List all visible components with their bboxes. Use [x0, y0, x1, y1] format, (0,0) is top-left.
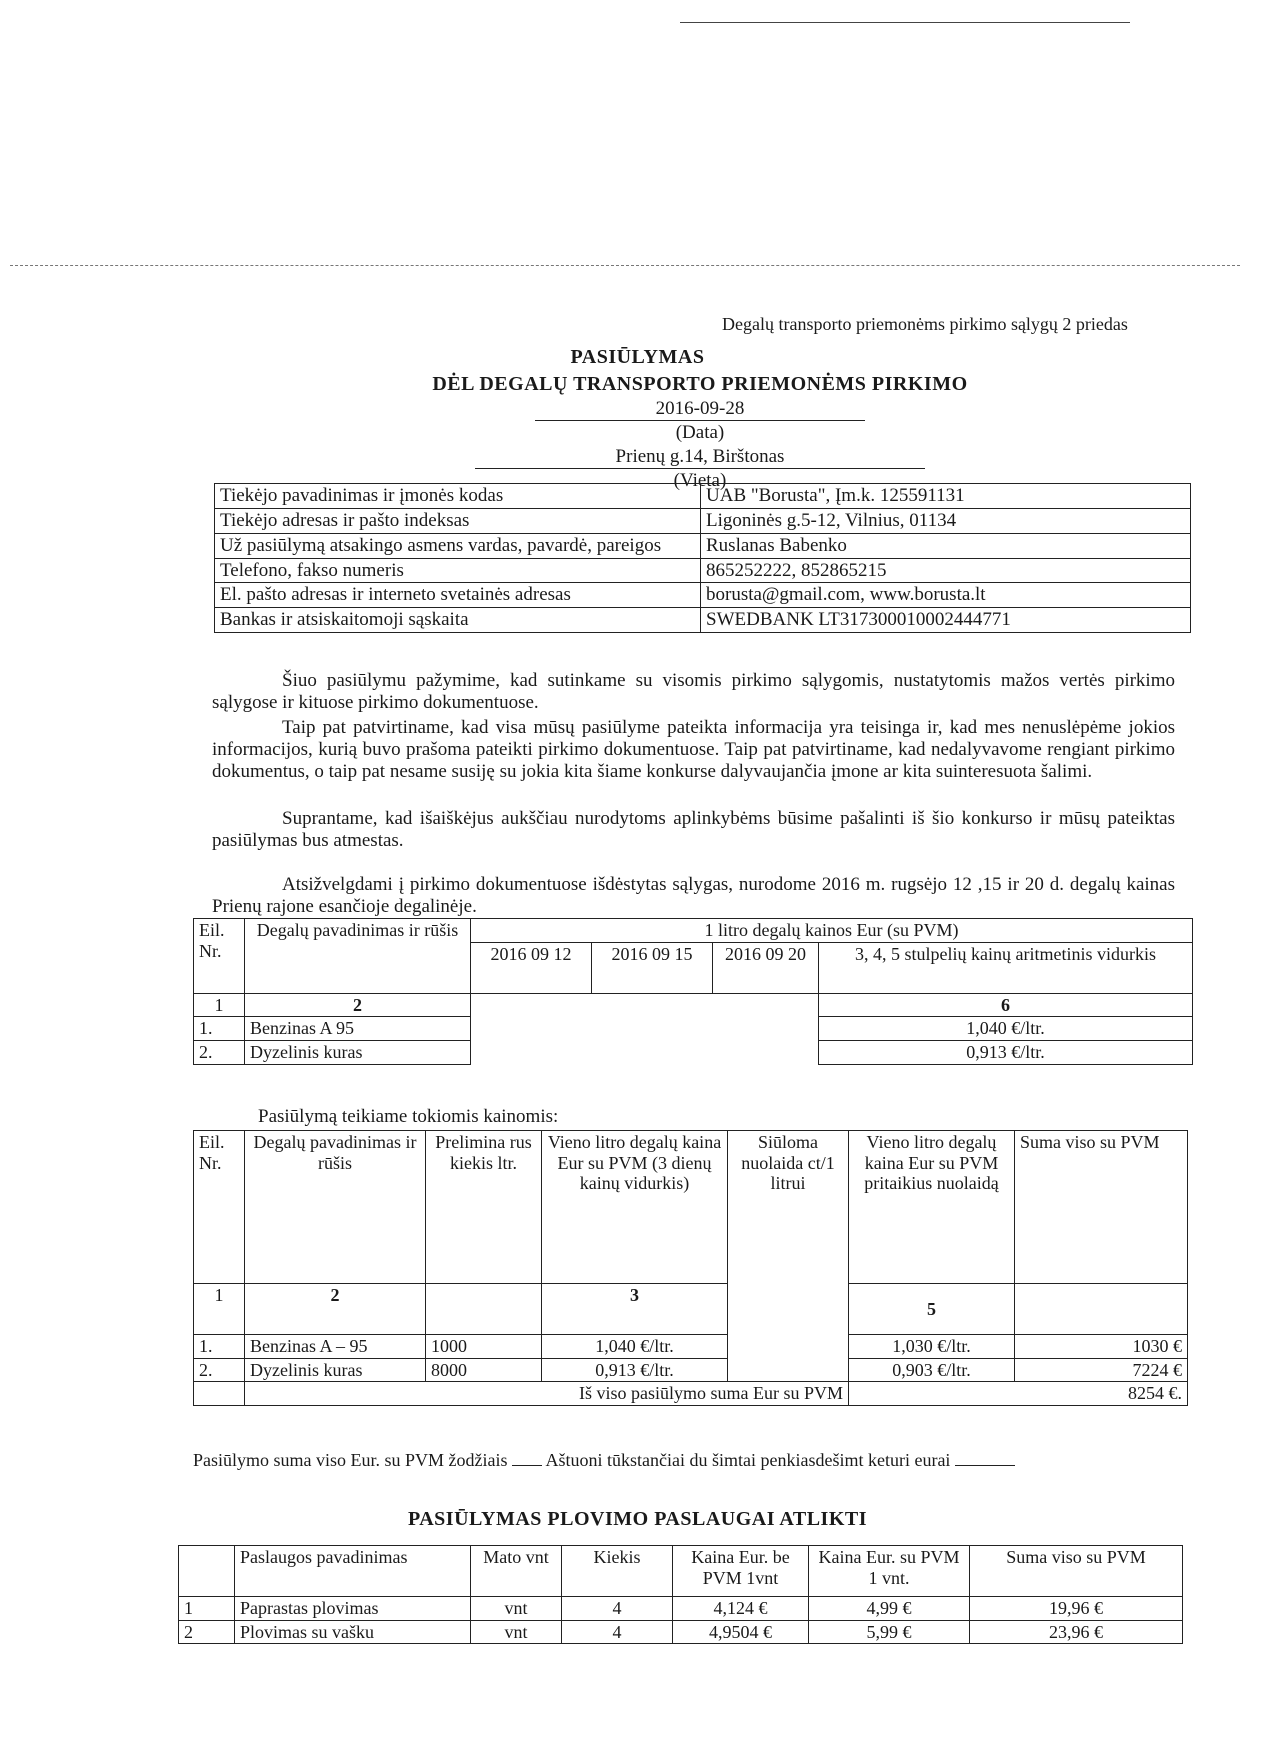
- row-qty: 8000: [426, 1358, 542, 1382]
- info-label: El. pašto adresas ir interneto svetainės adresas: [215, 583, 701, 608]
- row-nr: 1.: [194, 1335, 245, 1359]
- col-number-2: 2: [245, 1284, 426, 1335]
- place-label: (Vieta): [673, 470, 727, 491]
- header-price-no-vat: Kaina Eur. be PVM 1vnt: [673, 1546, 809, 1597]
- table-row: [179, 1597, 1183, 1621]
- row-price: 0,913 €/ltr.: [542, 1358, 728, 1382]
- wash-service-table: [178, 1545, 1183, 1644]
- annex-note: Degalų transporto priemonėms pirkimo sąlygų 2 priedas: [722, 314, 1128, 334]
- info-row: [215, 558, 1191, 583]
- info-label: Tiekėjo adresas ir pašto indeksas: [215, 508, 701, 533]
- info-row: [215, 508, 1191, 533]
- row-sum: 23,96 €: [970, 1620, 1183, 1644]
- total-label: Iš viso pasiūlymo suma Eur su PVM: [245, 1382, 849, 1406]
- row-average: 0,913 €/ltr.: [819, 1041, 1193, 1065]
- header-discount: Siūloma nuolaida ct/1 litrui: [728, 1131, 849, 1382]
- header-average: 3, 4, 5 stulpelių kainų aritmetinis vidurkis: [819, 942, 1193, 993]
- paragraph-understanding: [212, 808, 1175, 852]
- header-service-name: Paslaugos pavadinimas: [235, 1546, 471, 1597]
- row-unit: vnt: [471, 1620, 562, 1644]
- info-value: borusta@gmail.com, www.borusta.lt: [701, 583, 1191, 608]
- date-field: [535, 398, 865, 421]
- header-sum: Suma viso su PVM: [970, 1546, 1183, 1597]
- row-qty: 1000: [426, 1335, 542, 1359]
- paragraph-prices-intro: [212, 874, 1175, 918]
- table-row: [194, 1017, 1193, 1041]
- offer-price-table: [193, 1130, 1188, 1406]
- row-name: Plovimas su vašku: [235, 1620, 471, 1644]
- row-name: Paprastas plovimas: [235, 1597, 471, 1621]
- header-date-2: 2016 09 15: [592, 942, 713, 993]
- col-number-2: 2: [245, 993, 471, 1017]
- row-name: Benzinas A – 95: [245, 1335, 426, 1359]
- info-value: 865252222, 852865215: [701, 558, 1191, 583]
- date-label: (Data): [675, 422, 725, 443]
- info-label: Bankas ir atsiskaitomoji sąskaita: [215, 608, 701, 633]
- header-nr: Eil. Nr.: [194, 1131, 245, 1284]
- info-value: Ligoninės g.5-12, Vilnius, 01134: [701, 508, 1191, 533]
- row-sum: 1030 €: [1015, 1335, 1188, 1359]
- paragraph-text: Atsižvelgdami į pirkimo dokumentuose išdėstytas sąlygas, nurodome 2016 m. rugsėjo 12 ,15 ir 20 d. degalų kainas Prienų rajone esančioje degalinėje.: [212, 874, 1175, 917]
- row-price-vat: 4,99 €: [809, 1597, 970, 1621]
- total-value: 8254 €.: [849, 1382, 1188, 1406]
- page-title: PASIŪLYMAS: [570, 346, 705, 368]
- row-average: 1,040 €/ltr.: [819, 1017, 1193, 1041]
- paragraph-text: Šiuo pasiūlymu pažymime, kad sutinkame su visomis pirkimo sąlygomis, nustatytomis mažos vertės pirkimo sąlygose ir kituose pirkimo dokumentuose.: [212, 670, 1175, 713]
- row-name: Dyzelinis kuras: [245, 1358, 426, 1382]
- offer-intro: Pasiūlymą teikiame tokiomis kainomis:: [258, 1106, 559, 1127]
- info-value: SWEDBANK LT317300010002444771: [701, 608, 1191, 633]
- row-nr: 1.: [194, 1017, 245, 1041]
- supplier-info-table: [214, 483, 1191, 633]
- col-number-1: 1: [194, 993, 245, 1017]
- header-price-discounted: Vieno litro degalų kaina Eur su PVM pritaikius nuolaidą: [849, 1131, 1015, 1284]
- row-sum: 7224 €: [1015, 1358, 1188, 1382]
- header-sum: Suma viso su PVM: [1015, 1131, 1188, 1284]
- row-price: 1,040 €/ltr.: [542, 1335, 728, 1359]
- col-number-5: 5: [849, 1284, 1015, 1335]
- wash-section-title: PASIŪLYMAS PLOVIMO PASLAUGAI ATLIKTI: [408, 1508, 867, 1530]
- row-name: Dyzelinis kuras: [245, 1041, 471, 1065]
- row-unit: vnt: [471, 1597, 562, 1621]
- row-nr: 1: [179, 1597, 235, 1621]
- row-sum: 19,96 €: [970, 1597, 1183, 1621]
- header-nr: Eil. Nr.: [194, 919, 245, 994]
- header-qty: Kiekis: [562, 1546, 673, 1597]
- header-qty: Prelimina rus kiekis ltr.: [426, 1131, 542, 1284]
- header-group: 1 litro degalų kainos Eur (su PVM): [471, 919, 1193, 943]
- paragraph-agreement: [212, 670, 1175, 714]
- header-date-1: 2016 09 12: [471, 942, 592, 993]
- info-row: [215, 608, 1191, 633]
- header-date-3: 2016 09 20: [713, 942, 819, 993]
- fuel-price-table: [193, 918, 1193, 1065]
- col-number-3: 3: [542, 1284, 728, 1335]
- page-subtitle: DĖL DEGALŲ TRANSPORTO PRIEMONĖMS PIRKIMO: [432, 373, 968, 395]
- words-label: Pasiūlymo suma viso Eur. su PVM žodžiais: [193, 1450, 508, 1470]
- col-number-6: 6: [819, 993, 1193, 1017]
- paragraph-confirmation: [212, 717, 1175, 783]
- scan-top-line: [680, 22, 1130, 23]
- table-row: [179, 1620, 1183, 1644]
- info-value: UAB "Borusta", Įm.k. 125591131: [701, 484, 1191, 509]
- row-qty: 4: [562, 1597, 673, 1621]
- words-value: Aštuoni tūkstančiai du šimtai penkiasdešimt keturi eurai: [545, 1450, 951, 1470]
- row-price-no-vat: 4,9504 €: [673, 1620, 809, 1644]
- date-value: 2016-09-28: [535, 398, 865, 421]
- scan-fold-line: [10, 265, 1240, 266]
- col-number-1: 1: [194, 1284, 245, 1335]
- info-value: Ruslanas Babenko: [701, 533, 1191, 558]
- info-label: Telefono, fakso numeris: [215, 558, 701, 583]
- row-qty: 4: [562, 1620, 673, 1644]
- header-price-vat: Kaina Eur. su PVM 1 vnt.: [809, 1546, 970, 1597]
- table-row: [194, 1041, 1193, 1065]
- table-row: [194, 1358, 1188, 1382]
- row-price-discounted: 1,030 €/ltr.: [849, 1335, 1015, 1359]
- info-label: Už pasiūlymą atsakingo asmens vardas, pavardė, pareigos: [215, 533, 701, 558]
- info-row: [215, 583, 1191, 608]
- row-price-no-vat: 4,124 €: [673, 1597, 809, 1621]
- row-price-discounted: 0,903 €/ltr.: [849, 1358, 1015, 1382]
- header-unit: Mato vnt: [471, 1546, 562, 1597]
- header-name: Degalų pavadinimas ir rūšis: [245, 919, 471, 994]
- paragraph-text: Suprantame, kad išaiškėjus aukščiau nurodytoms aplinkybėms būsime pašalinti iš šio konkurso ir mūsų pateiktas pasiūlymas bus atmestas.: [212, 808, 1175, 851]
- amount-in-words: [193, 1450, 1015, 1471]
- row-nr: 2: [179, 1620, 235, 1644]
- info-label: Tiekėjo pavadinimas ir įmonės kodas: [215, 484, 701, 509]
- info-row: [215, 533, 1191, 558]
- row-nr: 2.: [194, 1358, 245, 1382]
- info-row: [215, 484, 1191, 509]
- row-nr: 2.: [194, 1041, 245, 1065]
- row-name: Benzinas A 95: [245, 1017, 471, 1041]
- place-field: [475, 446, 925, 469]
- header-name: Degalų pavadinimas ir rūšis: [245, 1131, 426, 1284]
- header-price: Vieno litro degalų kaina Eur su PVM (3 dienų kainų vidurkis): [542, 1131, 728, 1284]
- paragraph-text: Taip pat patvirtiname, kad visa mūsų pasiūlyme pateikta informacija yra teisinga ir, kad mes nenuslėpėme jokios informacijos, kurią buvo prašoma pateikti pirkimo dokumentuose. Taip pat patvirtiname, kad nedalyvavome rengiant pirkimo dokumentus, o taip pat nesame susiję su jokia kita šiame konkurse dalyvaujančia įmone ar kita suinteresuota šalimi.: [212, 717, 1175, 782]
- place-value: Prienų g.14, Birštonas: [475, 446, 925, 469]
- table-row: [194, 1335, 1188, 1359]
- row-price-vat: 5,99 €: [809, 1620, 970, 1644]
